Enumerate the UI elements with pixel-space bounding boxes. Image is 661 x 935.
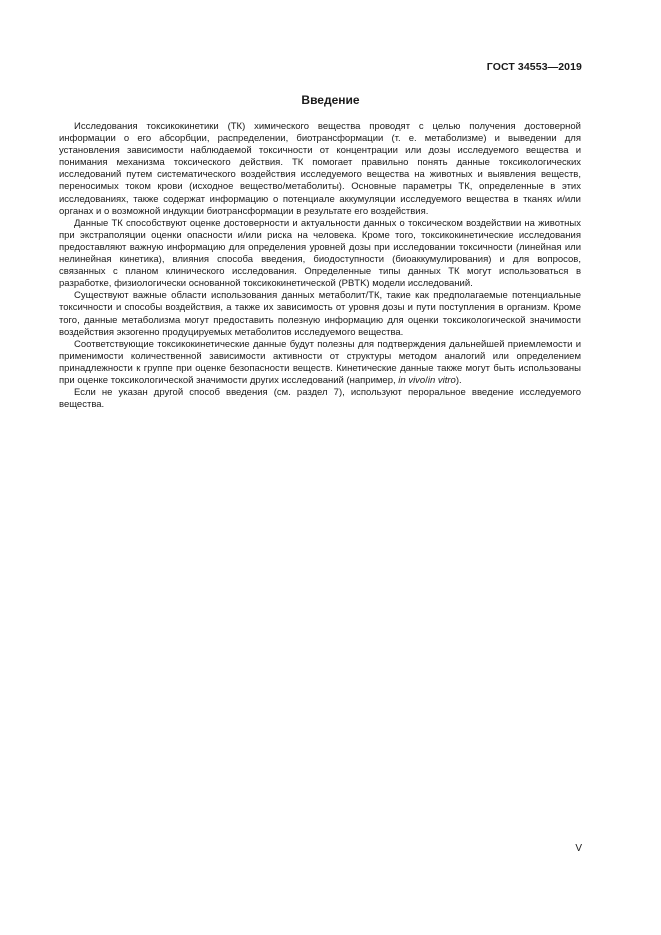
page-number: V (575, 843, 582, 854)
term-in-vitro: in vitro (427, 374, 456, 386)
introduction-body (59, 121, 581, 411)
standard-code: ГОСТ 34553—2019 (486, 61, 582, 73)
section-title: Введение (301, 93, 360, 107)
term-separator: / (425, 374, 428, 386)
paragraph-3: Существуют важные области использования данных метаболит/ТК, такие как предполагаемые потенциальные токсичности и способы воздействия, а также их зависимость от уровня дозы и пути поступления в организм. Кроме того, данные метаболизма могут предоставить полезную информацию для оценки токсикологической значимости воздействия экзогенно продуцируемых метаболитов исследуемого вещества. (59, 290, 581, 338)
paragraph-4 (59, 339, 581, 387)
paragraph-5: Если не указан другой способ введения (см. раздел 7), используют пероральное введение исследуемого вещества. (59, 387, 581, 411)
paragraph-4-end: ). (455, 374, 462, 386)
paragraph-1: Исследования токсикокинетики (ТК) химического вещества проводят с целью получения достоверной информации о его абсорбции, распределении, биотрансформации (т. е. метаболизме) и выведении для установления зависимости наблюдаемой токсичности от концентрации или дозы исследуемого вещества и понимания механизма токсического действия. ТК помогает правильно понять данные токсикологических исследований путем систематического воздействия исследуемого вещества на животных и выявления веществ, переносимых током крови (исходное вещество/метаболиты). Основные параметры ТК, определенные в этих исследованиях, также содержат информацию о потенциале аккумуляции исследуемого вещества в тканях и/или органах и о возможной индукции биотрансформации в результате его воздействия. (59, 121, 581, 217)
paragraph-2: Данные ТК способствуют оценке достоверности и актуальности данных о токсическом воздействии на животных при экстраполяции оценки опасности и/или риска на человека. Кроме того, токсикокинетические исследования предоставляют важную информацию для определения уровней дозы при исследовании токсичности (линейная или нелинейная кинетика), влияния способа введения, биодоступности (биоаккумулирования) и для вопросов, связанных с планом клинического исследования. Определенные типы данных ТК могут использоваться в разработке, физиологически основанной токсикокинетической (PBTK) модели исследований. (59, 217, 581, 290)
term-in-vivo: in vivo (398, 374, 426, 386)
paragraph-4-main: Соответствующие токсикокинетические данные будут полезны для подтверждения дальнейшей приемлемости и применимости количественной зависимости активности от структуры методом аналогий или определением принадлежности к группе при оценке безопасности веществ. Кинетические данные также могут быть использованы при оценке токсикологической значимости других исследований (например, (59, 338, 581, 386)
